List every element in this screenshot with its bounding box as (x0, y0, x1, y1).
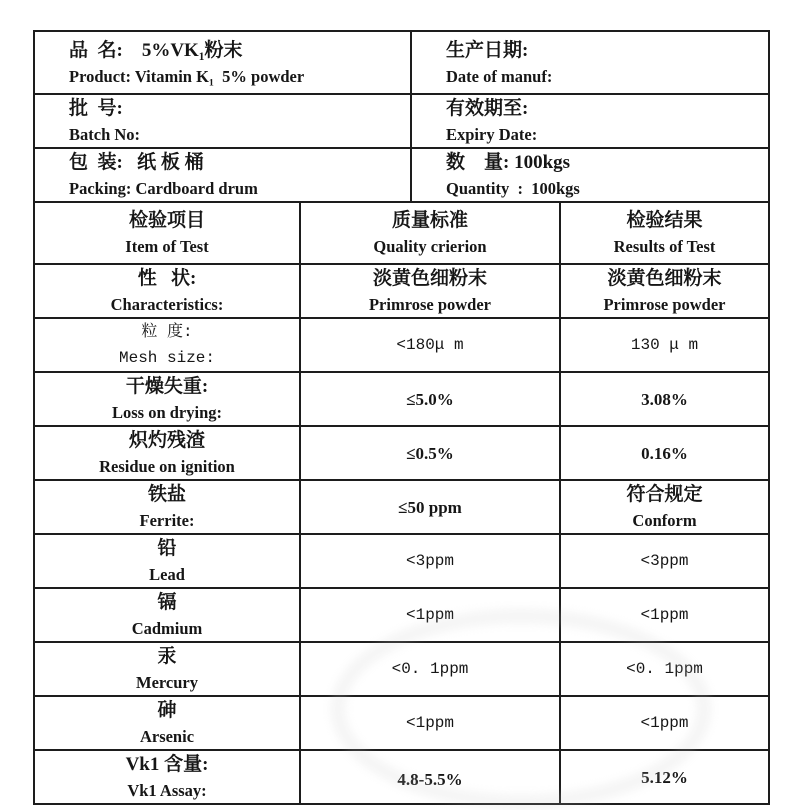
arsenic-zh: 砷 (157, 700, 177, 721)
info-row-product (34, 31, 769, 94)
info-cell-batch-no (34, 94, 411, 148)
characteristics-result-en: Primrose powder (603, 295, 726, 314)
row-mercury (34, 642, 769, 696)
residue-result: 0.16% (641, 443, 688, 463)
ferrite-standard: ≤50 ppm (398, 497, 462, 517)
info-cell-product (34, 31, 411, 94)
row-loss-on-drying (34, 372, 769, 426)
characteristics-standard-cell (300, 264, 560, 318)
cadmium-en: Cadmium (131, 619, 203, 638)
residue-standard: ≤0.5% (406, 443, 454, 463)
header-quality-criterion (300, 202, 560, 264)
row-ferrite (34, 480, 769, 534)
characteristics-standard-en: Primrose powder (368, 295, 492, 314)
info-row-batch (34, 94, 769, 148)
row-vk1-assay (34, 750, 769, 804)
header-result-en: Results of Test (613, 237, 716, 256)
loss-on-drying-standard-cell (300, 372, 560, 426)
cadmium-result-cell (560, 588, 769, 642)
lead-standard-cell (300, 534, 560, 588)
residue-en: Residue on ignition (99, 457, 235, 476)
row-mesh-size (34, 318, 769, 372)
header-result-zh: 检验结果 (626, 210, 703, 231)
arsenic-en: Arsenic (139, 727, 195, 746)
row-characteristics (34, 264, 769, 318)
mercury-result: <0. 1ppm (626, 659, 703, 678)
mesh-size-standard: <180μ m (396, 335, 464, 354)
arsenic-result: <1ppm (640, 713, 689, 732)
ferrite-result-zh: 符合规定 (626, 484, 703, 505)
cadmium-standard-cell (300, 588, 560, 642)
info-cell-expiry-date (411, 94, 769, 148)
header-results-of-test (560, 202, 769, 264)
lead-zh: 铅 (157, 538, 177, 559)
mesh-size-item-cell (34, 318, 300, 372)
arsenic-result-cell (560, 696, 769, 750)
vk1-assay-zh: Vk1 含量: (125, 754, 209, 775)
row-arsenic (34, 696, 769, 750)
lead-result: <3ppm (640, 551, 689, 570)
residue-standard-cell (300, 426, 560, 480)
loss-on-drying-item-cell (34, 372, 300, 426)
ferrite-zh: 铁盐 (147, 484, 186, 505)
info-row-packing (34, 148, 769, 201)
ferrite-standard-cell (300, 480, 560, 534)
loss-on-drying-standard: ≤5.0% (406, 389, 454, 409)
vk1-assay-result: 5.12% (641, 767, 688, 787)
mesh-size-result-cell (560, 318, 769, 372)
info-cell-quantity (411, 148, 769, 201)
info-cell-packing (34, 148, 411, 201)
header-item-zh: 检验项目 (128, 210, 205, 231)
certificate-body (33, 30, 768, 805)
vk1-assay-item-cell (34, 750, 300, 804)
loss-on-drying-en: Loss on drying: (111, 403, 223, 422)
loss-on-drying-result-cell (560, 372, 769, 426)
vk1-assay-standard: 4.8-5.5% (397, 769, 463, 789)
manuf-date-label-en: Date of manuf: (446, 66, 553, 86)
arsenic-standard: <1ppm (405, 713, 454, 732)
lead-en: Lead (149, 565, 185, 584)
cadmium-item-cell (34, 588, 300, 642)
row-lead (34, 534, 769, 588)
residue-result-cell (560, 426, 769, 480)
arsenic-standard-cell (300, 696, 560, 750)
arsenic-item-cell (34, 696, 300, 750)
characteristics-standard-zh: 淡黄色细粉末 (372, 268, 487, 289)
quantity-label-en: Quantity : 100kgs (446, 179, 580, 198)
batch-no-label-zh: 批 号: (69, 98, 123, 119)
mesh-size-result: 130 μ m (630, 335, 699, 354)
vk1-assay-result-cell (560, 750, 769, 804)
test-header-row (34, 202, 769, 264)
batch-no-label-en: Batch No: (69, 125, 141, 144)
product-label-en: Product: Vitamin K₁ 5% powder (69, 66, 305, 86)
loss-on-drying-zh: 干燥失重: (125, 376, 209, 397)
quantity-label-zh: 数 量: 100kgs (446, 152, 571, 173)
product-label-zh: 品 名: 5%VK₁粉末 (69, 39, 243, 61)
cadmium-result: <1ppm (640, 605, 689, 624)
ferrite-result-en: Conform (632, 511, 697, 530)
mesh-size-en: Mesh size: (118, 349, 215, 367)
characteristics-result-cell (560, 264, 769, 318)
characteristics-zh: 性 状: (137, 268, 197, 289)
product-info-table (33, 30, 770, 201)
characteristics-result-zh: 淡黄色细粉末 (607, 268, 722, 289)
mercury-standard: <0. 1ppm (391, 659, 469, 678)
row-cadmium (34, 588, 769, 642)
mercury-result-cell (560, 642, 769, 696)
ferrite-item-cell (34, 480, 300, 534)
ferrite-result-cell (560, 480, 769, 534)
packing-label-zh: 包 装: 纸 板 桶 (69, 152, 204, 173)
ferrite-en: Ferrite: (139, 511, 195, 530)
header-item-of-test (34, 202, 300, 264)
lead-item-cell (34, 534, 300, 588)
header-standard-zh: 质量标准 (391, 210, 468, 231)
mercury-standard-cell (300, 642, 560, 696)
manuf-date-label-zh: 生产日期: (446, 39, 529, 61)
mercury-en: Mercury (136, 673, 198, 692)
cadmium-standard: <1ppm (405, 605, 454, 624)
vk1-assay-standard-cell (300, 750, 560, 804)
info-cell-manuf-date (411, 31, 769, 94)
residue-zh: 炽灼残渣 (128, 430, 205, 451)
characteristics-en: Characteristics: (110, 295, 224, 314)
mercury-zh: 汞 (157, 646, 177, 667)
row-residue-on-ignition (34, 426, 769, 480)
mercury-item-cell (34, 642, 300, 696)
characteristics-item-cell (34, 264, 300, 318)
vk1-assay-en: Vk1 Assay: (127, 781, 207, 800)
test-results-table (33, 201, 770, 805)
header-item-en: Item of Test (125, 237, 209, 256)
mesh-size-standard-cell (300, 318, 560, 372)
expiry-date-label-en: Expiry Date: (446, 125, 538, 144)
expiry-date-label-zh: 有效期至: (446, 98, 529, 119)
lead-standard: <3ppm (405, 551, 454, 570)
mesh-size-zh: 粒 度: (141, 323, 193, 341)
packing-label-en: Packing: Cardboard drum (69, 179, 258, 198)
loss-on-drying-result: 3.08% (641, 389, 688, 409)
lead-result-cell (560, 534, 769, 588)
header-standard-en: Quality crierion (373, 237, 487, 256)
cadmium-zh: 镉 (157, 592, 177, 613)
residue-item-cell (34, 426, 300, 480)
